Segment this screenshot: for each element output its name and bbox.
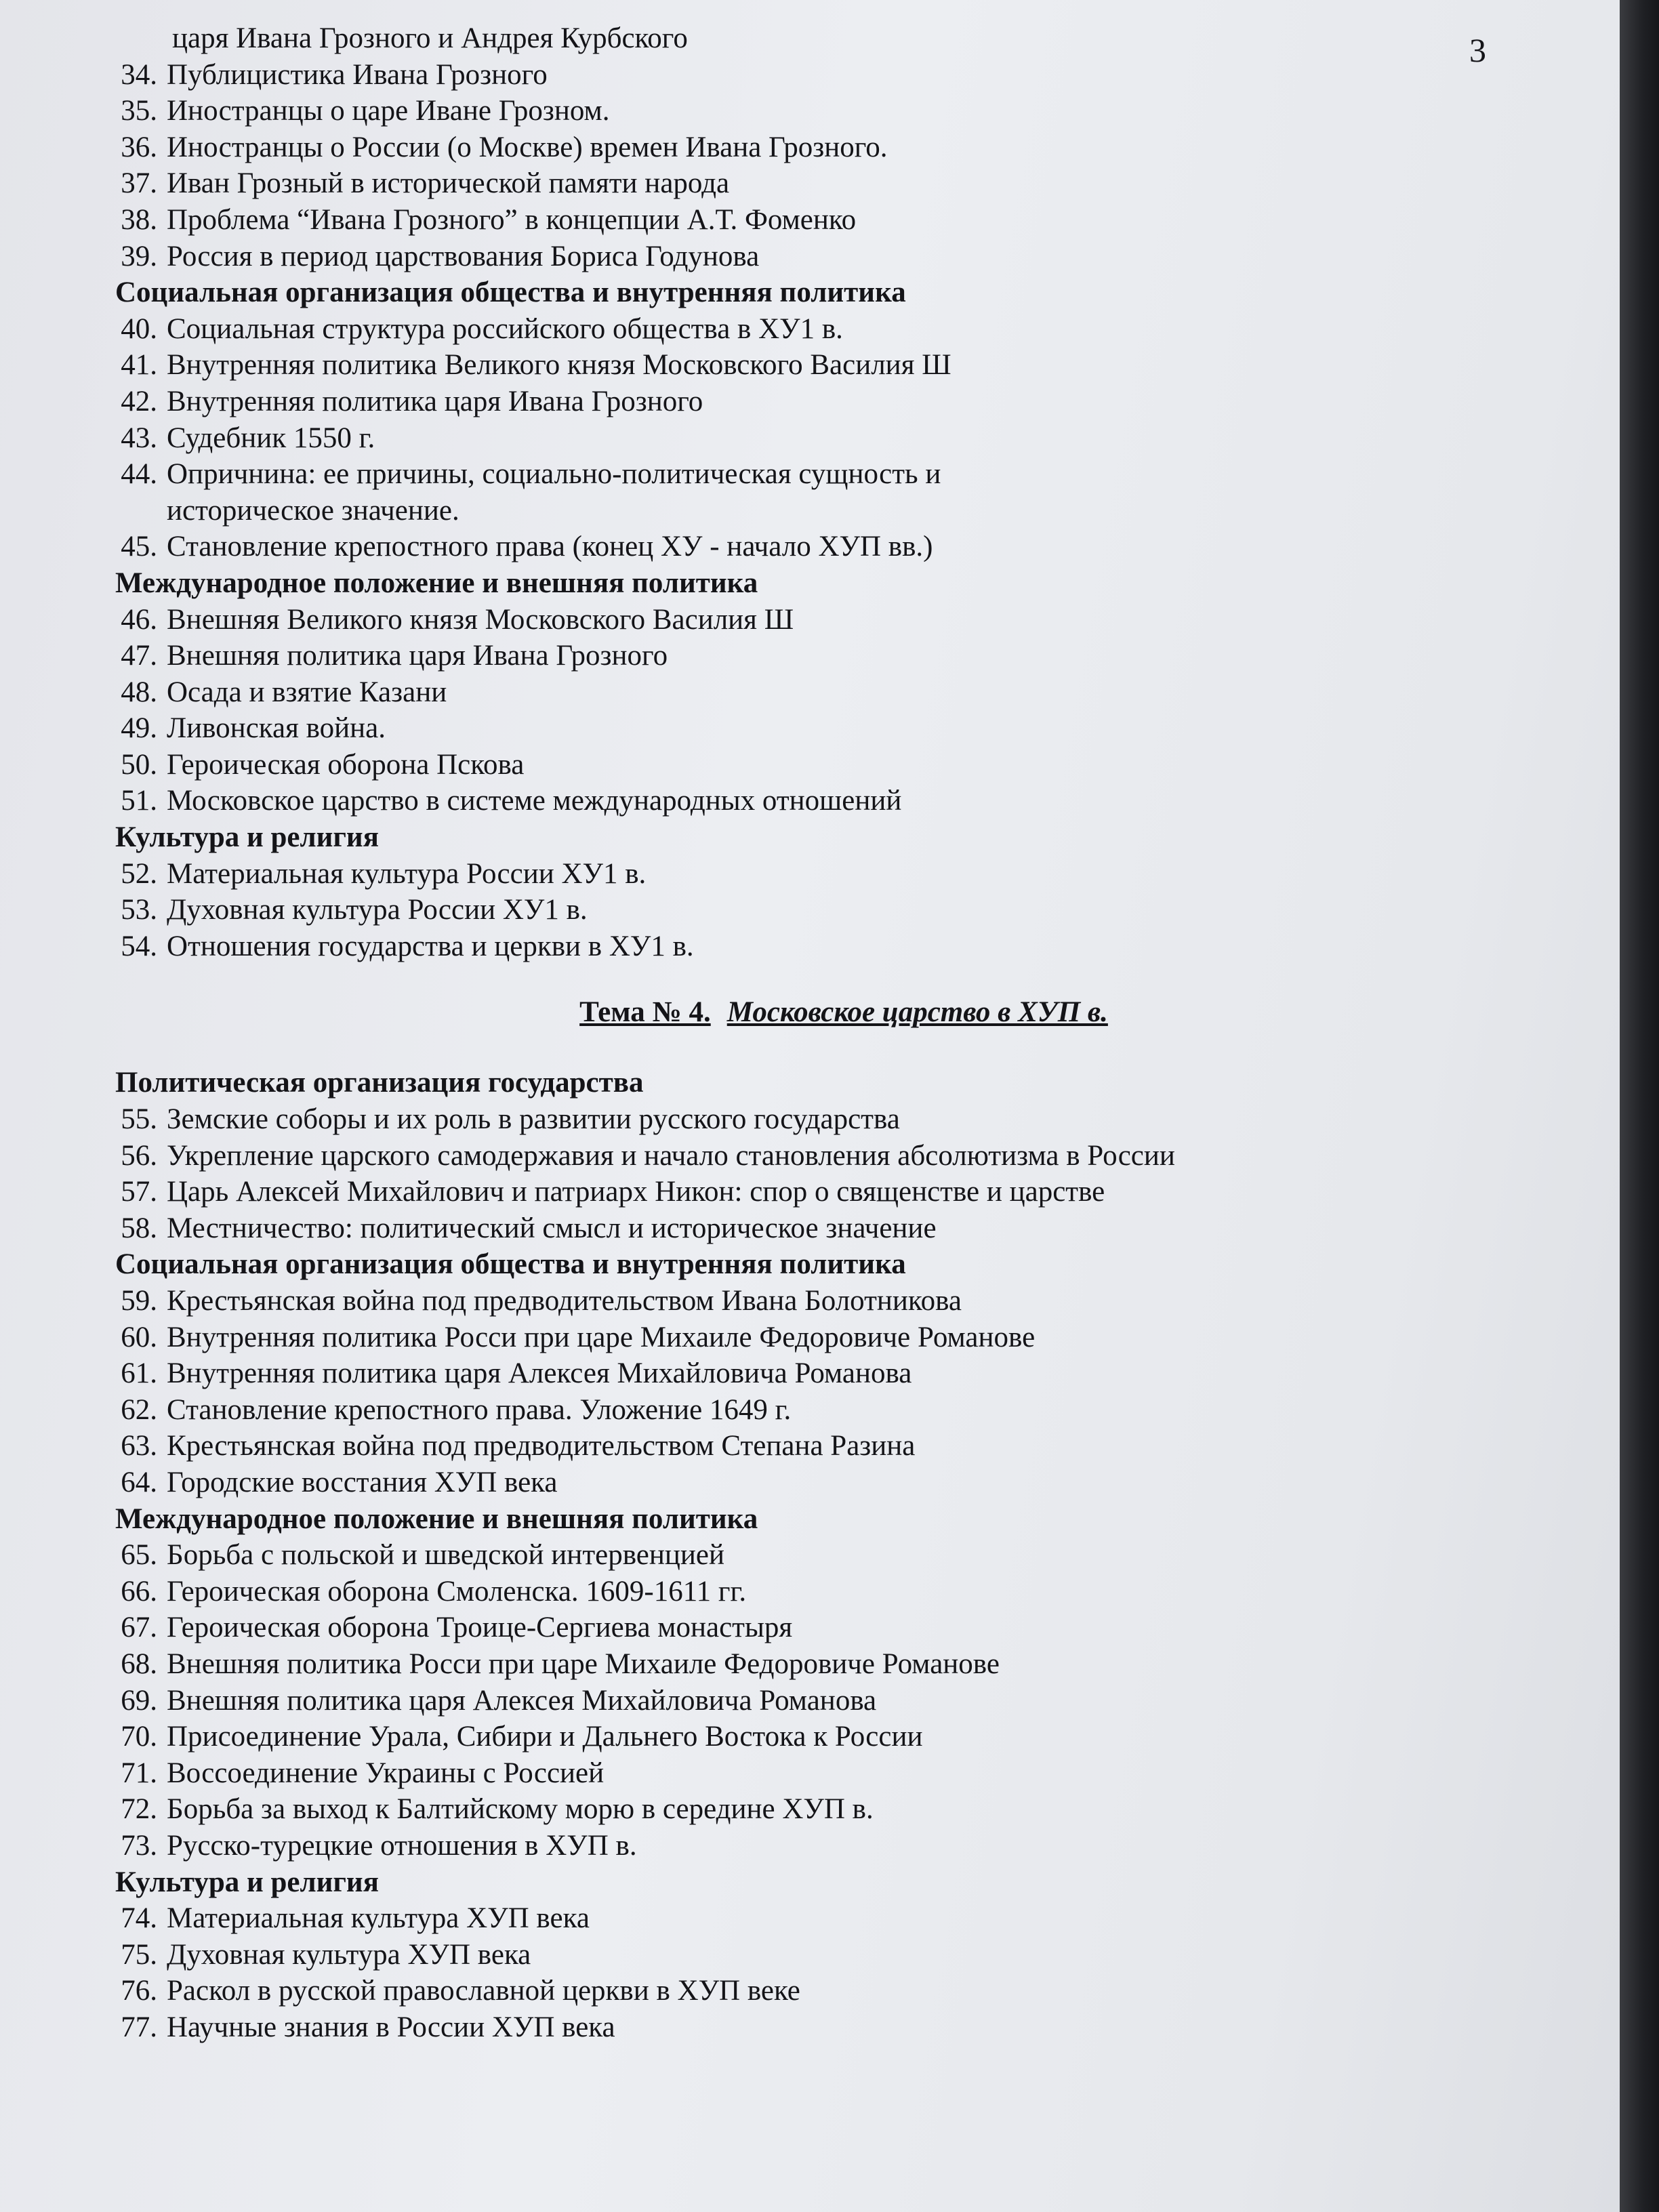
list-item [102, 529, 1559, 565]
list-item [102, 1755, 1559, 1792]
list-item-number: 59. [121, 1285, 157, 1317]
list-item [102, 747, 1559, 783]
list-item [102, 928, 1559, 965]
list-item-text: Судебник 1550 г. [167, 422, 375, 454]
list-item-number: 38. [121, 203, 157, 236]
list-item [102, 165, 1559, 202]
list-item [102, 710, 1559, 747]
list-item-number: 71. [121, 1757, 157, 1789]
list-item-text: Крестьянская война под предводительством Ивана Болотникова [167, 1285, 962, 1317]
list-section [102, 57, 1559, 275]
list-item-number: 45. [121, 531, 157, 563]
list-item-number: 63. [121, 1430, 157, 1462]
section-heading: Социальная организация общества и внутренняя политика [115, 276, 906, 309]
list-item-text: Россия в период царствования Бориса Годунова [167, 240, 760, 272]
list-item-number: 68. [121, 1647, 157, 1680]
list-item [102, 1646, 1559, 1683]
list-section [102, 856, 1559, 965]
list-item [102, 1101, 1559, 1138]
continued-line: царя Ивана Грозного и Андрея Курбского [172, 22, 688, 54]
list-item-number: 42. [121, 385, 157, 417]
list-item-number: 73. [121, 1829, 157, 1862]
list-item [102, 1719, 1559, 1755]
list-item-number: 69. [121, 1684, 157, 1717]
list-item [102, 1791, 1559, 1828]
list-item-continuation: историческое значение. [167, 494, 459, 527]
list-item [102, 1138, 1559, 1174]
list-item-number: 40. [121, 312, 157, 345]
list-item-text: Отношения государства и церкви в ХУ1 в. [167, 930, 694, 962]
list-item [102, 1537, 1559, 1574]
list-item [102, 1683, 1559, 1719]
list-item-text: Присоединение Урала, Сибири и Дальнего Востока к России [167, 1721, 923, 1753]
list-item-number: 70. [121, 1721, 157, 1753]
list-item-text: Местничество: политический смысл и историческое значение [167, 1212, 937, 1244]
list-item [102, 602, 1559, 638]
list-item-text: Раскол в русской православной церкви в ХУП веке [167, 1975, 800, 2007]
list-item [102, 2009, 1559, 2046]
list-item [102, 638, 1559, 674]
list-item-number: 75. [121, 1938, 157, 1971]
list-item-number: 41. [121, 349, 157, 382]
list-item-number: 55. [121, 1103, 157, 1136]
list-section [102, 602, 1559, 820]
list-item-number: 37. [121, 167, 157, 200]
list-item-text: Московское царство в системе международных отношений [167, 785, 902, 817]
list-item-number: 48. [121, 676, 157, 708]
section-heading: Культура и религия [115, 821, 379, 854]
list-item [102, 456, 1559, 493]
list-item-text: Борьба за выход к Балтийскому морю в середине ХУП в. [167, 1793, 874, 1826]
list-item-number: 44. [121, 458, 157, 491]
list-item-text: Ливонская война. [167, 712, 386, 745]
list-item-text: Внутренняя политика царя Ивана Грозного [167, 385, 703, 417]
list-item-number: 51. [121, 785, 157, 817]
list-item-text: Внешняя Великого князя Московского Василия Ш [167, 603, 794, 636]
list-item-text: Внешняя политика царя Алексея Михайловича Романова [167, 1684, 877, 1717]
list-item [102, 783, 1559, 819]
list-item-text: Воссоединение Украины с Россией [167, 1757, 605, 1789]
list-item [102, 1937, 1559, 1973]
page-number: 3 [1469, 31, 1486, 69]
list-item-number: 61. [121, 1357, 157, 1390]
section-heading: Международное положение и внешняя политика [115, 567, 758, 599]
list-item-number: 62. [121, 1393, 157, 1426]
list-item-number: 56. [121, 1139, 157, 1172]
list-item-text: Материальная культура ХУП века [167, 1902, 590, 1935]
list-item [102, 311, 1559, 348]
section-heading: Международное положение и внешняя политика [115, 1502, 758, 1535]
list-item [102, 1319, 1559, 1356]
list-item-number: 49. [121, 712, 157, 745]
topic-title: Московское царство в ХУП в. [726, 996, 1108, 1029]
list-item-text: Героическая оборона Троице-Сергиева монастыря [167, 1612, 793, 1644]
list-item-number: 46. [121, 603, 157, 636]
list-item-number: 64. [121, 1466, 157, 1498]
list-item-number: 53. [121, 894, 157, 926]
list-item [102, 129, 1559, 166]
list-section [102, 311, 1559, 493]
list-item-number: 66. [121, 1575, 157, 1607]
list-item-text: Проблема “Ивана Грозного” в концепции А.Т. Фоменко [167, 203, 857, 236]
list-item [102, 1392, 1559, 1429]
list-item-number: 39. [121, 240, 157, 272]
list-item-text: Городские восстания ХУП века [167, 1466, 558, 1498]
list-item [102, 239, 1559, 275]
list-item-text: Борьба с польской и шведской интервенцией [167, 1539, 724, 1572]
list-item [102, 93, 1559, 129]
list-item-text: Иностранцы о царе Иване Грозном. [167, 95, 610, 127]
list-item-number: 67. [121, 1612, 157, 1644]
list-item-text: Царь Алексей Михайлович и патриарх Никон: спор о священстве и царстве [167, 1176, 1105, 1208]
list-item [102, 856, 1559, 893]
list-item-number: 72. [121, 1793, 157, 1826]
list-section [102, 1101, 1559, 1246]
list-item-number: 74. [121, 1902, 157, 1935]
list-item-text: Героическая оборона Пскова [167, 748, 525, 781]
list-item-number: 65. [121, 1539, 157, 1572]
list-item-number: 34. [121, 58, 157, 91]
spacer [102, 1036, 1559, 1065]
list-item-text: Социальная структура российского общества в ХУ1 в. [167, 312, 843, 345]
spacer [102, 964, 1559, 989]
list-item [102, 1174, 1559, 1210]
list-item-text: Внешняя политика царя Ивана Грозного [167, 640, 668, 672]
section-heading: Политическая организация государства [115, 1067, 644, 1099]
list-item [102, 1210, 1559, 1247]
background-edge [1620, 0, 1659, 2212]
list-item-text: Героическая оборона Смоленска. 1609-1611 гг. [167, 1575, 747, 1607]
document-content [102, 20, 1559, 2045]
list-item-text: Русско-турецкие отношения в ХУП в. [167, 1829, 637, 1862]
list-item-number: 52. [121, 857, 157, 890]
list-item-text: Духовная культура России ХУ1 в. [167, 894, 588, 926]
list-item [102, 1973, 1559, 2009]
list-item-text: Становление крепостного права. Уложение 1649 г. [167, 1393, 792, 1426]
list-item-text: Иван Грозный в исторической памяти народа [167, 167, 730, 200]
list-item-number: 43. [121, 422, 157, 454]
list-item [102, 1828, 1559, 1864]
list-item-text: Внутренняя политика Великого князя Московского Василия Ш [167, 349, 951, 382]
list-item-text: Материальная культура России ХУ1 в. [167, 857, 647, 890]
list-item-text: Осада и взятие Казани [167, 676, 447, 708]
list-item-number: 77. [121, 2011, 157, 2043]
list-item-text: Опричнина: ее причины, социально-политическая сущность и [167, 458, 941, 491]
list-item-number: 60. [121, 1321, 157, 1353]
list-item-number: 36. [121, 131, 157, 163]
list-item-number: 47. [121, 640, 157, 672]
list-item-number: 76. [121, 1975, 157, 2007]
list-item-text: Научные знания в России ХУП века [167, 2011, 615, 2043]
list-item-text: Становление крепостного права (конец ХУ - начало ХУП вв.) [167, 531, 933, 563]
list-section [102, 1537, 1559, 1864]
list-item-text: Укрепление царского самодержавия и начало становления абсолютизма в России [167, 1139, 1175, 1172]
section-heading: Социальная организация общества и внутренняя политика [115, 1248, 906, 1281]
list-section [102, 1900, 1559, 2045]
list-item-number: 58. [121, 1212, 157, 1244]
list-item-text: Внешняя политика Росси при царе Михаиле Федоровиче Романове [167, 1647, 1000, 1680]
list-item [102, 202, 1559, 239]
list-item-text: Внутренняя политика Росси при царе Михаиле Федоровиче Романове [167, 1321, 1036, 1353]
list-item [102, 384, 1559, 420]
list-item [102, 674, 1559, 711]
list-item [102, 1574, 1559, 1610]
list-item-text: Духовная культура ХУП века [167, 1938, 531, 1971]
list-item-number: 54. [121, 930, 157, 962]
list-item [102, 892, 1559, 928]
list-item [102, 1355, 1559, 1392]
list-item [102, 1283, 1559, 1319]
list-item-text: Земские соборы и их роль в развитии русского государства [167, 1103, 900, 1136]
list-item [102, 1900, 1559, 1937]
list-item [102, 347, 1559, 384]
list-item-number: 57. [121, 1176, 157, 1208]
list-section [102, 1283, 1559, 1501]
list-item [102, 1610, 1559, 1646]
list-item-text: Крестьянская война под предводительством Степана Разина [167, 1430, 916, 1462]
list-item [102, 1428, 1559, 1465]
section-heading: Культура и религия [115, 1866, 379, 1898]
list-item [102, 57, 1559, 94]
list-item [102, 420, 1559, 457]
list-item-number: 35. [121, 95, 157, 127]
topic-heading [129, 989, 1559, 1036]
list-item-text: Иностранцы о России (о Москве) времен Ивана Грозного. [167, 131, 888, 163]
list-item-number: 50. [121, 748, 157, 781]
list-item-text: Внутренняя политика царя Алексея Михайловича Романова [167, 1357, 912, 1390]
list-item [102, 1465, 1559, 1501]
topic-label: Тема № 4. [579, 996, 711, 1029]
list-item-text: Публицистика Ивана Грозного [167, 58, 548, 91]
